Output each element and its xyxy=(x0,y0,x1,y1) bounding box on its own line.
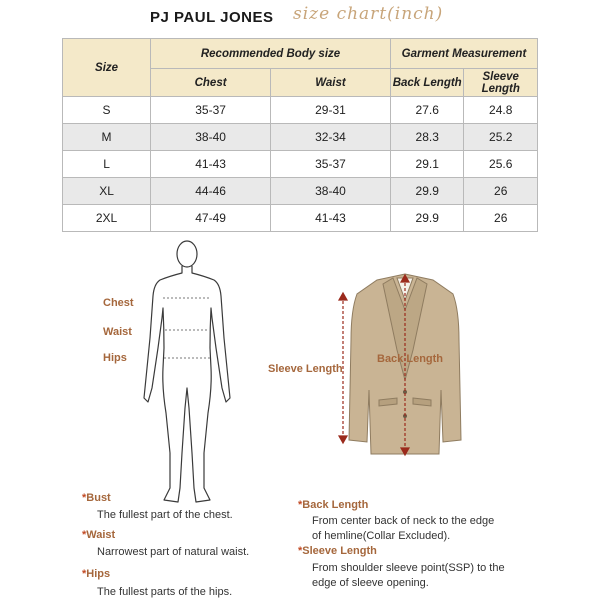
back-length-note-title: *Back Length xyxy=(298,499,369,511)
table-row xyxy=(63,124,538,151)
brand-name: PJ PAUL JONES xyxy=(150,9,274,26)
waist-note-title: *Waist xyxy=(82,529,116,541)
sleeve-cell: 25.2 xyxy=(464,124,538,151)
sleeve-cell: 26 xyxy=(464,178,538,205)
bust-note-title: *Bust xyxy=(82,492,111,504)
sleeve-cell: 25.6 xyxy=(464,151,538,178)
page-header xyxy=(0,0,600,34)
waist-header: Waist xyxy=(271,69,391,97)
hips-note-text: The fullest parts of the hips. xyxy=(97,586,233,598)
sleeve-length-note-text-1: From shoulder sleeve point(SSP) to the xyxy=(312,562,505,574)
hips-label: Hips xyxy=(103,352,127,364)
body-size-group-header: Recommended Body size xyxy=(151,39,391,69)
sleeve-length-note-text-2: edge of sleeve opening. xyxy=(312,577,429,589)
sleeve-cell: 24.8 xyxy=(464,97,538,124)
chest-header: Chest xyxy=(151,69,271,97)
back-cell: 28.3 xyxy=(390,124,464,151)
body-outline-illustration xyxy=(130,238,250,508)
size-cell: M xyxy=(63,124,151,151)
size-chart-title: size chart(inch) xyxy=(293,4,444,24)
table-row xyxy=(63,178,538,205)
back-length-header: Back Length xyxy=(390,69,464,97)
table-row xyxy=(63,97,538,124)
back-length-label: Back Length xyxy=(377,353,444,365)
waist-cell: 35-37 xyxy=(271,151,391,178)
waist-note-text: Narrowest part of natural waist. xyxy=(97,546,250,558)
chest-cell: 47-49 xyxy=(151,205,271,232)
table-row xyxy=(63,205,538,232)
back-cell: 29.9 xyxy=(390,178,464,205)
size-chart-table xyxy=(62,38,538,232)
size-cell: S xyxy=(63,97,151,124)
size-header: Size xyxy=(63,39,151,97)
hips-note-title: *Hips xyxy=(82,568,111,580)
back-cell: 29.1 xyxy=(390,151,464,178)
size-cell: 2XL xyxy=(63,205,151,232)
chest-cell: 38-40 xyxy=(151,124,271,151)
sleeve-cell: 26 xyxy=(464,205,538,232)
waist-cell: 41-43 xyxy=(271,205,391,232)
back-length-note-text-2: of hemline(Collar Excluded). xyxy=(312,530,451,542)
waist-cell: 29-31 xyxy=(271,97,391,124)
chest-cell: 41-43 xyxy=(151,151,271,178)
back-cell: 29.9 xyxy=(390,205,464,232)
waist-cell: 38-40 xyxy=(271,178,391,205)
sleeve-length-header: Sleeve Length xyxy=(464,69,538,97)
bust-note-text: The fullest part of the chest. xyxy=(97,509,233,521)
table-row xyxy=(63,151,538,178)
waist-cell: 32-34 xyxy=(271,124,391,151)
chest-label: Chest xyxy=(103,297,134,309)
sleeve-length-label: Sleeve Length xyxy=(268,363,343,375)
sleeve-length-note-title: *Sleeve Length xyxy=(298,545,377,557)
garment-group-header: Garment Measurement xyxy=(390,39,537,69)
chest-cell: 44-46 xyxy=(151,178,271,205)
blazer-illustration xyxy=(335,270,475,460)
chest-cell: 35-37 xyxy=(151,97,271,124)
back-length-note-text-1: From center back of neck to the edge xyxy=(312,515,495,527)
waist-label: Waist xyxy=(103,326,132,338)
back-cell: 27.6 xyxy=(390,97,464,124)
size-cell: XL xyxy=(63,178,151,205)
size-cell: L xyxy=(63,151,151,178)
